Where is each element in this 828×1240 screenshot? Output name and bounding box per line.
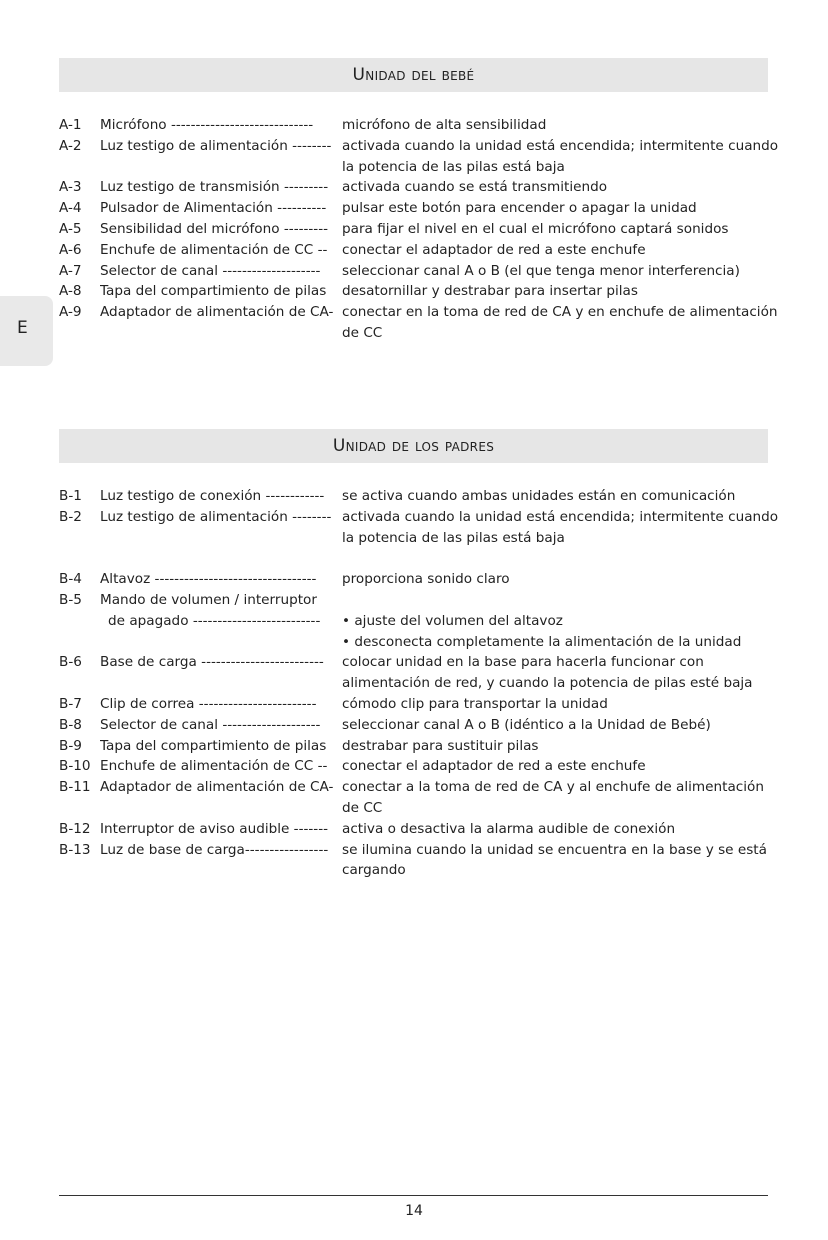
part-name: Interruptor de aviso audible ------- bbox=[100, 820, 329, 837]
list-item bbox=[59, 756, 779, 777]
part-description: micrófono de alta sensibilidad bbox=[342, 117, 547, 133]
part-name: Adaptador de alimentación de CA- bbox=[100, 304, 334, 321]
part-code: A-2 bbox=[59, 137, 82, 154]
part-description: seleccionar canal A o B (idéntico a la Unidad de Bebé) bbox=[342, 716, 711, 733]
part-name: Clip de correa ------------------------ bbox=[100, 695, 317, 712]
part-code: B-13 bbox=[59, 841, 91, 858]
part-code: B-7 bbox=[59, 695, 82, 712]
part-name: Adaptador de alimentación de CA- bbox=[100, 779, 334, 796]
part-description: para fijar el nivel en el cual el micrófono captará sonidos bbox=[342, 220, 729, 237]
list-item bbox=[59, 840, 779, 882]
part-description: conectar en la toma de red de CA y en enchufe de alimentación de CC bbox=[342, 304, 778, 341]
list-item bbox=[59, 136, 779, 178]
list-item bbox=[59, 694, 779, 715]
list-item bbox=[59, 281, 779, 302]
part-code: A-9 bbox=[59, 304, 82, 321]
list-item bbox=[59, 652, 779, 694]
part-code: A-1 bbox=[59, 117, 82, 133]
part-code: B-8 bbox=[59, 716, 82, 733]
part-code: B-9 bbox=[59, 737, 82, 754]
part-description: conectar el adaptador de red a este enchufe bbox=[342, 241, 646, 258]
part-name: Selector de canal -------------------- bbox=[100, 716, 321, 733]
list-item bbox=[59, 590, 779, 652]
part-code: A-3 bbox=[59, 179, 82, 196]
part-name: Pulsador de Alimentación ---------- bbox=[100, 200, 327, 217]
part-description: conectar a la toma de red de CA y al enchufe de alimentación de CC bbox=[342, 779, 764, 816]
list-item bbox=[59, 240, 779, 261]
part-name: Tapa del compartimiento de pilas bbox=[100, 737, 327, 754]
part-name: Luz testigo de transmisión --------- bbox=[100, 179, 329, 196]
part-description: desatornillar y destrabar para insertar pilas bbox=[342, 283, 638, 300]
part-code: B-5 bbox=[59, 591, 82, 608]
list-item bbox=[59, 715, 779, 736]
part-code: A-8 bbox=[59, 283, 82, 300]
part-code: A-6 bbox=[59, 241, 82, 258]
part-code: B-6 bbox=[59, 654, 82, 671]
footer-divider bbox=[59, 1195, 768, 1196]
part-name: Luz testigo de alimentación -------- bbox=[100, 137, 332, 154]
part-code: B-1 bbox=[59, 488, 82, 504]
part-description: destrabar para sustituir pilas bbox=[342, 737, 539, 754]
page-number: 14 bbox=[405, 1203, 423, 1219]
part-description: activada cuando la unidad está encendida; intermitente cuando la potencia de las pilas está baja bbox=[342, 137, 779, 175]
part-code: B-2 bbox=[59, 508, 82, 525]
part-description: proporciona sonido claro bbox=[342, 571, 510, 588]
part-code: A-5 bbox=[59, 220, 82, 237]
part-code: A-4 bbox=[59, 200, 82, 217]
list-item bbox=[59, 219, 779, 240]
language-letter: E bbox=[17, 318, 28, 338]
part-description: activa o desactiva la alarma audible de conexión bbox=[342, 820, 676, 837]
part-name: Altavoz --------------------------------- bbox=[100, 571, 317, 588]
part-name: Base de carga ------------------------- bbox=[100, 654, 324, 671]
part-name: Enchufe de alimentación de CC -- bbox=[100, 758, 328, 775]
part-code: B-10 bbox=[59, 758, 91, 775]
part-code: B-12 bbox=[59, 820, 91, 837]
part-description: activada cuando se está transmitiendo bbox=[342, 179, 608, 196]
part-description: activada cuando la unidad está encendida; intermitente cuando la potencia de las pilas está baja bbox=[342, 508, 779, 546]
list-item bbox=[59, 486, 779, 507]
part-code: A-7 bbox=[59, 262, 82, 279]
part-name: Sensibilidad del micrófono --------- bbox=[100, 220, 329, 237]
part-description: conectar el adaptador de red a este enchufe bbox=[342, 758, 646, 775]
part-name: Luz de base de carga----------------- bbox=[100, 841, 329, 858]
section-title-parent-unit: Unidad de los padres bbox=[59, 429, 768, 463]
part-description: se activa cuando ambas unidades están en comunicación bbox=[342, 488, 736, 504]
list-item bbox=[59, 736, 779, 757]
part-name: Mando de volumen / interruptor de apagado -------------------------- bbox=[100, 591, 321, 629]
list-item bbox=[59, 198, 779, 219]
list-item bbox=[59, 777, 779, 819]
part-description: pulsar este botón para encender o apagar la unidad bbox=[342, 200, 697, 217]
parent-unit-parts-list bbox=[59, 486, 779, 881]
list-item bbox=[59, 115, 779, 136]
section-title-baby-unit: Unidad del bebé bbox=[59, 58, 768, 92]
part-code: B-11 bbox=[59, 779, 91, 796]
language-side-tab bbox=[0, 296, 53, 366]
list-gap bbox=[59, 548, 779, 569]
list-item bbox=[59, 261, 779, 282]
list-item bbox=[59, 819, 779, 840]
part-description: • ajuste del volumen del altavoz • desconecta completamente la alimentación de la unidad bbox=[342, 612, 742, 650]
list-item bbox=[59, 569, 779, 590]
part-name: Tapa del compartimiento de pilas bbox=[100, 283, 327, 300]
part-name: Luz testigo de conexión ------------ bbox=[100, 488, 325, 504]
part-description: cómodo clip para transportar la unidad bbox=[342, 695, 608, 712]
part-name: Selector de canal -------------------- bbox=[100, 262, 321, 279]
baby-unit-parts-list bbox=[59, 115, 779, 344]
list-item bbox=[59, 507, 779, 549]
part-description: se ilumina cuando la unidad se encuentra en la base y se está cargando bbox=[342, 841, 767, 879]
part-name: Enchufe de alimentación de CC -- bbox=[100, 241, 328, 258]
part-description: seleccionar canal A o B (el que tenga menor interferencia) bbox=[342, 262, 740, 279]
part-name: Micrófono ----------------------------- bbox=[100, 117, 314, 133]
part-description: colocar unidad en la base para hacerla funcionar con alimentación de red, y cuando la potencia de pilas esté baja bbox=[342, 654, 753, 692]
part-code: B-4 bbox=[59, 571, 82, 588]
list-item bbox=[59, 177, 779, 198]
list-item bbox=[59, 302, 779, 344]
part-name: Luz testigo de alimentación -------- bbox=[100, 508, 332, 525]
